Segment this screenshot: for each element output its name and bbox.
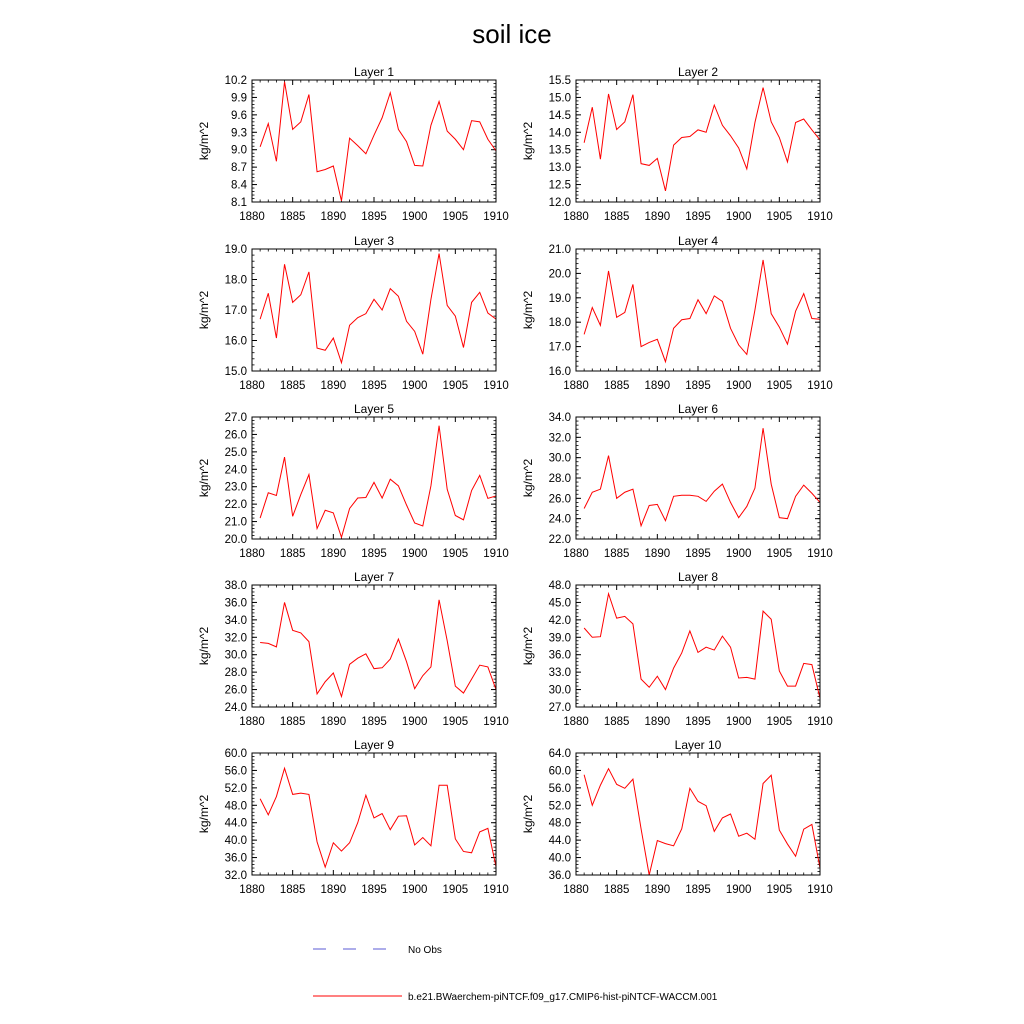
y-axis-label: kg/m^2	[521, 290, 535, 330]
x-tick-label: 1880	[239, 211, 265, 223]
y-tick-label: 19.0	[224, 244, 247, 256]
y-tick-label: 22.0	[224, 499, 247, 512]
y-tick-label: 17.0	[224, 305, 247, 317]
x-tick-label: 1880	[239, 884, 265, 896]
x-tick-label: 1910	[807, 548, 833, 560]
x-tick-label: 1905	[766, 716, 793, 728]
series-line	[260, 82, 496, 201]
x-tick-label: 1890	[320, 211, 347, 223]
y-tick-label: 25.0	[224, 446, 247, 459]
series-line	[260, 768, 496, 867]
x-tick-label: 1885	[603, 211, 630, 223]
series-line	[584, 769, 820, 875]
x-tick-label: 1885	[603, 548, 630, 560]
x-tick-label: 1895	[685, 716, 711, 728]
y-tick-label: 21.0	[224, 516, 247, 529]
y-tick-label: 30.0	[548, 684, 571, 697]
panel-layer-8	[521, 570, 833, 728]
x-tick-label: 1910	[807, 716, 833, 728]
x-tick-label: 1880	[239, 716, 265, 728]
x-tick-label: 1880	[563, 716, 589, 728]
x-tick-label: 1905	[766, 884, 793, 896]
x-tick-label: 1900	[725, 211, 752, 223]
x-tick-label: 1905	[442, 380, 469, 392]
y-tick-label: 20.0	[224, 534, 247, 546]
panel-title: Layer 3	[353, 234, 395, 248]
y-tick-label: 56.0	[224, 765, 247, 778]
y-tick-label: 24.0	[224, 464, 247, 477]
x-tick-label: 1880	[239, 380, 265, 392]
panel-layer-9	[197, 738, 509, 896]
x-tick-label: 1900	[725, 548, 752, 560]
x-tick-label: 1890	[644, 380, 671, 392]
y-tick-label: 32.0	[548, 432, 571, 445]
x-tick-label: 1890	[644, 548, 671, 560]
panel-title: Layer 10	[674, 738, 722, 752]
y-tick-label: 9.9	[231, 92, 247, 105]
y-tick-label: 21.0	[548, 244, 571, 256]
y-tick-label: 22.0	[548, 534, 571, 546]
x-tick-label: 1895	[361, 716, 387, 728]
y-tick-label: 18.0	[224, 274, 247, 287]
x-tick-label: 1910	[483, 380, 509, 392]
y-tick-label: 52.0	[224, 782, 247, 795]
y-tick-label: 48.0	[224, 800, 247, 813]
x-tick-label: 1885	[603, 716, 630, 728]
y-tick-label: 28.0	[548, 473, 571, 485]
panel-title: Layer 4	[677, 234, 719, 248]
y-tick-label: 14.5	[548, 109, 571, 122]
x-tick-label: 1910	[483, 211, 509, 223]
x-tick-label: 1885	[279, 211, 306, 223]
y-tick-label: 17.0	[548, 341, 571, 354]
x-tick-label: 1900	[725, 884, 752, 896]
series-line	[260, 426, 496, 538]
x-tick-label: 1900	[401, 548, 428, 560]
y-tick-label: 48.0	[548, 817, 571, 830]
x-tick-label: 1910	[483, 548, 509, 560]
panel-title: Layer 6	[677, 402, 719, 416]
x-tick-label: 1895	[685, 884, 711, 896]
y-tick-label: 40.0	[548, 852, 571, 865]
x-tick-label: 1890	[644, 211, 671, 223]
x-tick-label: 1885	[279, 380, 306, 392]
x-tick-label: 1885	[279, 716, 306, 728]
x-tick-label: 1910	[483, 716, 509, 728]
x-tick-label: 1890	[644, 884, 671, 896]
y-tick-label: 45.0	[548, 597, 571, 610]
x-tick-label: 1900	[725, 380, 752, 392]
x-tick-label: 1905	[766, 548, 793, 560]
panel-title: Layer 1	[353, 65, 395, 79]
y-tick-label: 30.0	[224, 649, 247, 662]
y-tick-label: 15.0	[548, 92, 571, 105]
panel-layer-6	[521, 402, 833, 560]
x-tick-label: 1905	[442, 716, 469, 728]
y-tick-label: 9.6	[231, 109, 247, 122]
y-tick-label: 12.5	[548, 179, 571, 192]
y-axis-label: kg/m^2	[197, 121, 211, 161]
x-tick-label: 1900	[401, 884, 428, 896]
y-tick-label: 48.0	[548, 580, 571, 592]
x-tick-label: 1895	[685, 548, 711, 560]
x-tick-label: 1880	[563, 211, 589, 223]
y-tick-label: 39.0	[548, 632, 571, 645]
y-tick-label: 60.0	[548, 765, 571, 778]
x-tick-label: 1905	[442, 548, 469, 560]
x-tick-label: 1890	[320, 548, 347, 560]
y-tick-label: 10.2	[224, 75, 247, 87]
series-line	[260, 600, 496, 697]
y-tick-label: 8.7	[231, 162, 247, 175]
x-tick-label: 1905	[766, 211, 793, 223]
panel-layer-1	[197, 65, 509, 223]
panel-layer-5	[197, 402, 509, 560]
x-tick-label: 1895	[685, 211, 711, 223]
legend	[313, 945, 718, 1003]
y-tick-label: 36.0	[548, 870, 571, 882]
y-tick-label: 34.0	[224, 614, 247, 627]
x-tick-label: 1910	[807, 884, 833, 896]
y-tick-label: 44.0	[548, 835, 571, 848]
panel-title: Layer 8	[677, 570, 719, 584]
x-tick-label: 1885	[279, 548, 306, 560]
y-tick-label: 15.0	[224, 366, 247, 378]
y-tick-label: 26.0	[224, 684, 247, 697]
y-tick-label: 36.0	[548, 649, 571, 662]
x-tick-label: 1910	[483, 884, 509, 896]
y-tick-label: 16.0	[548, 366, 571, 378]
x-tick-label: 1890	[320, 884, 347, 896]
y-tick-label: 16.0	[224, 335, 247, 348]
y-tick-label: 24.0	[548, 513, 571, 526]
y-axis-label: kg/m^2	[197, 794, 211, 834]
figure-title: soil ice	[472, 19, 552, 49]
y-tick-label: 14.0	[548, 127, 571, 140]
series-line	[584, 260, 820, 362]
y-tick-label: 33.0	[548, 667, 571, 680]
y-tick-label: 40.0	[224, 835, 247, 848]
series-line	[584, 88, 820, 191]
legend-model-label: b.e21.BWaerchem-piNTCF.f09_g17.CMIP6-hist-piNTCF-WACCM.001	[408, 992, 718, 1003]
x-tick-label: 1890	[320, 380, 347, 392]
x-tick-label: 1895	[361, 380, 387, 392]
x-tick-label: 1880	[239, 548, 265, 560]
x-tick-label: 1905	[442, 884, 469, 896]
x-tick-label: 1885	[603, 380, 630, 392]
y-tick-label: 8.4	[231, 179, 247, 192]
y-tick-label: 15.5	[548, 75, 571, 87]
panel-title: Layer 5	[353, 402, 395, 416]
panel-layer-2	[521, 65, 833, 223]
x-tick-label: 1905	[442, 211, 469, 223]
y-tick-label: 9.3	[231, 127, 247, 140]
plot-frame	[576, 80, 820, 202]
x-tick-label: 1910	[807, 380, 833, 392]
panel-layer-10	[521, 738, 833, 896]
y-axis-label: kg/m^2	[197, 458, 211, 498]
x-tick-label: 1900	[401, 716, 428, 728]
x-tick-label: 1895	[685, 380, 711, 392]
y-axis-label: kg/m^2	[521, 121, 535, 161]
plot-frame	[252, 417, 496, 539]
panel-layer-3	[197, 234, 509, 392]
x-tick-label: 1880	[563, 884, 589, 896]
plot-frame	[576, 249, 820, 371]
y-tick-label: 42.0	[548, 614, 571, 627]
x-tick-label: 1900	[401, 211, 428, 223]
y-tick-label: 24.0	[224, 702, 247, 714]
y-tick-label: 26.0	[224, 429, 247, 442]
y-tick-label: 27.0	[548, 702, 571, 714]
panel-layer-7	[197, 570, 509, 728]
x-tick-label: 1895	[361, 211, 387, 223]
plot-frame	[252, 249, 496, 371]
y-axis-label: kg/m^2	[521, 794, 535, 834]
y-axis-label: kg/m^2	[197, 290, 211, 330]
y-tick-label: 9.0	[231, 144, 247, 157]
series-line	[584, 428, 820, 526]
series-line	[260, 254, 496, 363]
y-tick-label: 30.0	[548, 452, 571, 465]
plot-frame	[252, 585, 496, 707]
y-tick-label: 60.0	[224, 748, 247, 760]
y-axis-label: kg/m^2	[521, 626, 535, 666]
y-tick-label: 18.0	[548, 317, 571, 330]
x-tick-label: 1890	[644, 716, 671, 728]
plot-frame	[576, 753, 820, 875]
y-tick-label: 56.0	[548, 782, 571, 795]
panel-layer-4	[521, 234, 833, 392]
y-tick-label: 38.0	[224, 580, 247, 592]
x-tick-label: 1890	[320, 716, 347, 728]
y-tick-label: 52.0	[548, 800, 571, 813]
panel-title: Layer 7	[353, 570, 395, 584]
x-tick-label: 1895	[361, 548, 387, 560]
x-tick-label: 1885	[279, 884, 306, 896]
y-axis-label: kg/m^2	[197, 626, 211, 666]
y-tick-label: 19.0	[548, 292, 571, 305]
y-tick-label: 23.0	[224, 481, 247, 494]
x-tick-label: 1895	[361, 884, 387, 896]
x-tick-label: 1880	[563, 548, 589, 560]
y-tick-label: 44.0	[224, 817, 247, 830]
y-tick-label: 28.0	[224, 667, 247, 680]
panel-title: Layer 9	[353, 738, 395, 752]
panel-title: Layer 2	[677, 65, 719, 79]
plot-frame	[252, 80, 496, 202]
x-tick-label: 1905	[766, 380, 793, 392]
x-tick-label: 1900	[401, 380, 428, 392]
x-tick-label: 1910	[807, 211, 833, 223]
y-tick-label: 34.0	[548, 412, 571, 424]
y-tick-label: 26.0	[548, 493, 571, 506]
x-tick-label: 1900	[725, 716, 752, 728]
y-tick-label: 13.5	[548, 144, 571, 157]
x-tick-label: 1885	[603, 884, 630, 896]
plot-frame	[576, 585, 820, 707]
x-tick-label: 1880	[563, 380, 589, 392]
y-tick-label: 36.0	[224, 852, 247, 865]
y-tick-label: 64.0	[548, 748, 571, 760]
y-tick-label: 20.0	[548, 268, 571, 281]
y-tick-label: 8.1	[231, 197, 247, 209]
y-tick-label: 12.0	[548, 197, 571, 209]
y-tick-label: 27.0	[224, 412, 247, 424]
y-tick-label: 32.0	[224, 632, 247, 645]
legend-no-obs-label: No Obs	[408, 945, 442, 956]
plot-frame	[252, 753, 496, 875]
y-tick-label: 32.0	[224, 870, 247, 882]
y-axis-label: kg/m^2	[521, 458, 535, 498]
y-tick-label: 13.0	[548, 162, 571, 175]
y-tick-label: 36.0	[224, 597, 247, 610]
panels	[197, 65, 833, 896]
series-line	[584, 594, 820, 699]
